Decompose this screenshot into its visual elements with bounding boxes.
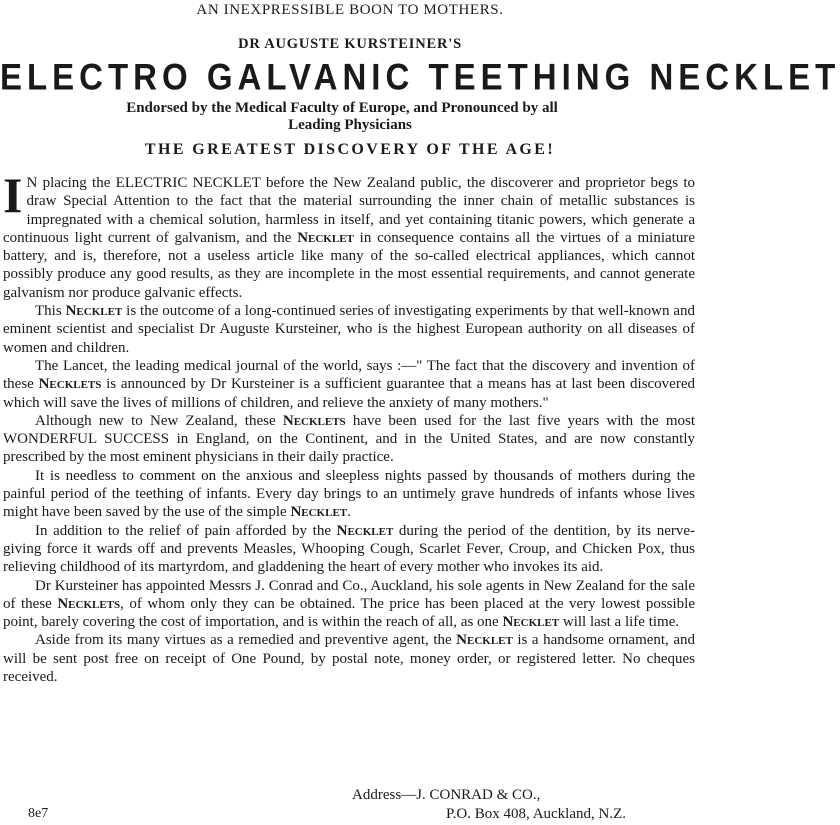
product-name: Necklet (65, 303, 123, 320)
product-name: Necklet (297, 229, 354, 246)
top-banner: AN INEXPRESSIBLE BOON TO MOTHERS. (196, 2, 504, 18)
paragraph-2: This Necklet is the outcome of a long-continued series of investigating experiments by that well-known and eminent scientist and specialist Dr Auguste Kursteiner, who is the highest European authority on all diseases of women and children. (3, 303, 696, 356)
tagline: THE GREATEST DISCOVERY OF THE AGE! (144, 141, 556, 158)
main-title: ELECTRO GALVANIC TEETHING NECKLET (0, 56, 840, 98)
body-text (3, 167, 696, 686)
paragraph-3: The Lancet, the leading medical journal of the world, says :—" The fact that the discovery and invention of these Necklets is announced by Dr Kursteiner is a sufficient guarantee that a means has at last been discovered which will save the lives of millions of children, and relieve the anxiety of many mothers." (3, 357, 695, 411)
product-name: Necklet (336, 522, 394, 539)
product-name: Necklets (282, 412, 346, 429)
reference-code: 8e7 (28, 806, 49, 821)
endorsement-line-1: Endorsed by the Medical Faculty of Europe, and Pronounced by all (126, 100, 558, 116)
paragraph-1: I N placing the ELECTRIC NECKLET before the New Zealand public, the discoverer and proprietor begs to draw Special Attention to the fact that the material surrounding the inner chain of metallic substances is impregnated with a chemical solution, harmless in itself, and yet containing titanic powers, which generate a continuous light current of galvanism, and the Necklet in consequence contains all the virtues of a miniature battery, and is, therefore, not a useless article like many of the so-called electrical appliances, which cannot possibly produce any good results, as they are incomplete in the most essential requirements, and cannot generate galvanism nor produce galvanic effects. (3, 167, 695, 301)
product-name: Necklet (502, 614, 560, 631)
product-name: Necklets (38, 376, 102, 393)
address-line-2: P.O. Box 408, Auckland, N.Z. (446, 806, 626, 822)
paragraph-8: Aside from its many virtues as a remedied and preventive agent, the Necklet is a handsome ornament, and will be sent post free on receipt of One Pound, by postal note, money order, or registered letter. No cheques received. (3, 632, 695, 686)
endorsement-line-2: Leading Physicians (288, 117, 412, 133)
paragraph-7: Dr Kursteiner has appointed Messrs J. Conrad and Co., Auckland, his sole agents in New Zealand for the sale of these Necklets, of whom only they can be obtained. The price has been placed at the very lowest possible point, barely covering the cost of importation, and is within the reach of all, as one Necklet will last a life time. (3, 577, 695, 631)
product-name: Necklet (290, 504, 348, 521)
product-name: Necklet (456, 632, 513, 649)
author-line: DR AUGUSTE KURSTEINER'S (238, 36, 462, 52)
address-line-1: Address—J. CONRAD & CO., (352, 787, 541, 803)
paragraph-5: It is needless to comment on the anxious and sleepless nights passed by thousands of mothers during the painful period of the teething of infants. Every day brings to an untimely grave hundreds of infants whose lives might have been saved by the use of the simple Necklet. (3, 467, 695, 521)
drop-cap: I (3, 167, 23, 223)
paragraph-4: Although new to New Zealand, these Necklets have been used for the last five years with the most WONDERFUL SUCCESS in England, on the Continent, and in the United States, and are now constantly prescribed by the most eminent physicians in their daily practice. (3, 412, 696, 466)
paragraph-6: In addition to the relief of pain afforded by the Necklet during the period of the dentition, by its nerve-giving force it wards off and prevents Measles, Whooping Cough, Scarlet Fever, Croup, and Chicken Pox, thus relieving childhood of its martyrdom, and gladdening the heart of every mother who invokes its aid. (3, 522, 696, 576)
product-name: Necklets (57, 595, 121, 612)
